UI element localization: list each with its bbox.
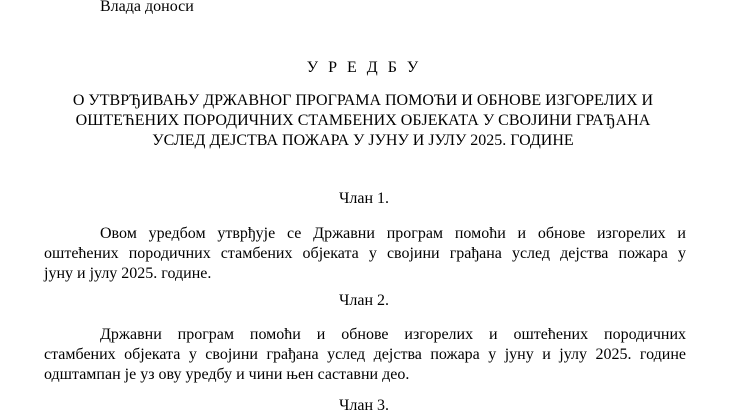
- article-3-heading: Члан 3.: [338, 397, 390, 414]
- paragraph-line: одштампан је уз ову уредбу и чини њен саставни део.: [44, 366, 410, 383]
- subject-line: ОШТЕЋЕНИХ ПОРОДИЧНИХ СТАМБЕНИХ ОБЈЕКАТА У СВОЈИНИ ГРАЂАНА: [75, 112, 651, 129]
- article-1-body: [44, 224, 686, 284]
- paragraph-line: јуну и јулу 2025. године.: [44, 265, 212, 282]
- article-2-body: [44, 325, 686, 385]
- decree-subject: [40, 91, 686, 151]
- paragraph-line: Државни програм помоћи и обнове изгорелих и оштећених породичних: [100, 326, 686, 343]
- decree-title: У Р Е Д Б У: [306, 59, 422, 76]
- subject-line: УСЛЕД ДЕЈСТВА ПОЖАРА У ЈУНУ И ЈУЛУ 2025. ГОДИНЕ: [152, 132, 574, 149]
- paragraph-line: стамбених објеката у својини грађана услед дејства пожара у јуну и јулу 2025. године: [44, 346, 686, 363]
- paragraph-line: оштећених породичних стамбених објеката у својини грађана услед дејства пожара у: [44, 245, 686, 262]
- paragraph-line: Овом уредбом утврђује се Државни програм помоћи и обнове изгорелих и: [100, 225, 686, 242]
- article-1-heading: Члан 1.: [338, 190, 390, 207]
- intro-text: Влада доноси: [100, 0, 194, 15]
- subject-line: О УТВРЂИВАЊУ ДРЖАВНОГ ПРОГРАМА ПОМОЋИ И ОБНОВЕ ИЗГОРЕЛИХ И: [72, 92, 654, 109]
- article-2-heading: Члан 2.: [338, 292, 390, 309]
